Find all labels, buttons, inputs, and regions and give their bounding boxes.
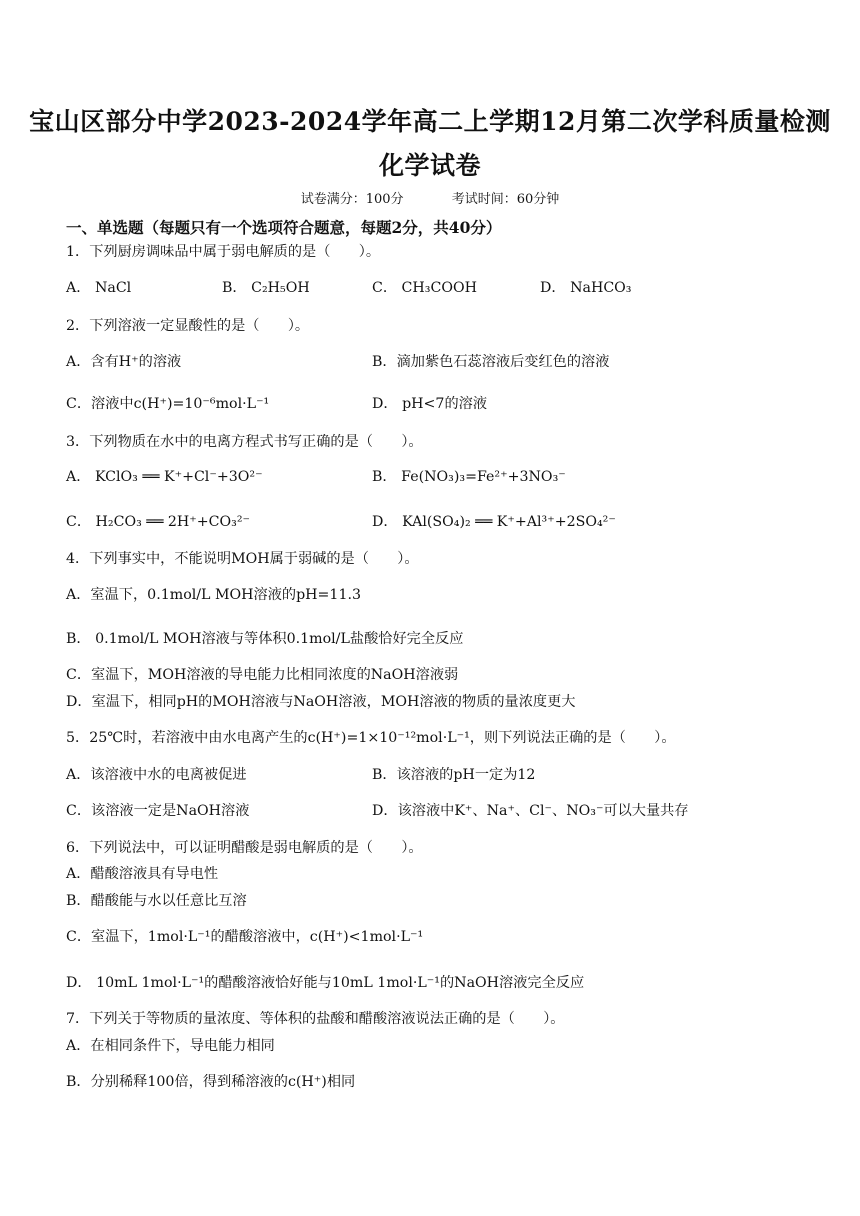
exam-title: 宝山区部分中学2023-2024学年高二上学期12月第二次学科质量检测 — [29, 107, 831, 136]
option-b: B．醋酸能与水以任意比互溶 — [66, 893, 247, 909]
exam-time: 考试时间：60分钟 — [451, 192, 560, 207]
option-d: D．室温下，相同pH的MOH溶液与NaOH溶液，MOH溶液的物质的量浓度更大 — [66, 694, 576, 710]
question-stem: 7．下列关于等物质的量浓度、等体积的盐酸和醋酸溶液说法正确的是（ ）。 — [66, 1011, 565, 1027]
option-b: B． Fe(NO₃)₃=Fe²⁺+3NO₃⁻ — [372, 469, 566, 485]
exam-info — [0, 188, 860, 207]
option-c: C．溶液中c(H⁺)=10⁻⁶mol·L⁻¹ — [66, 396, 270, 412]
option-a: A．在相同条件下，导电能力相同 — [66, 1038, 275, 1054]
option-a: A． KClO₃ ══ K⁺+Cl⁻+3O²⁻ — [66, 469, 263, 485]
section-title: 一、单选题（每题只有一个选项符合题意，每题2分，共40分） — [66, 218, 502, 237]
question-stem: 5．25℃时，若溶液中由水电离产生的c(H⁺)=1×10⁻¹²mol·L⁻¹，则下列说法正确的是（ ）。 — [66, 730, 676, 746]
question-stem: 6．下列说法中，可以证明醋酸是弱电解质的是（ ）。 — [66, 840, 423, 856]
option-d: D． pH<7的溶液 — [372, 396, 488, 412]
option-a: A．室温下，0.1mol/L MOH溶液的pH=11.3 — [66, 587, 362, 603]
option-c: C． CH₃COOH — [372, 280, 477, 296]
option-a: A．醋酸溶液具有导电性 — [66, 866, 219, 882]
option-a: A． NaCl — [66, 280, 132, 296]
option-d: D．该溶液中K⁺、Na⁺、Cl⁻、NO₃⁻可以大量共存 — [372, 803, 689, 819]
option-d: D． KAl(SO₄)₂ ══ K⁺+Al³⁺+2SO₄²⁻ — [372, 514, 616, 530]
question-stem: 3．下列物质在水中的电离方程式书写正确的是（ ）。 — [66, 434, 423, 450]
full-score: 试卷满分：100分 — [300, 192, 404, 207]
question-stem: 1．下列厨房调味品中属于弱电解质的是（ ）。 — [66, 244, 381, 260]
question-stem: 2．下列溶液一定显酸性的是（ ）。 — [66, 318, 310, 334]
option-d: D． NaHCO₃ — [540, 280, 632, 296]
option-b: B． 0.1mol/L MOH溶液与等体积0.1mol/L盐酸恰好完全反应 — [66, 631, 464, 647]
option-a: A．该溶液中水的电离被促进 — [66, 767, 247, 783]
exam-subject-title: 化学试卷 — [378, 151, 481, 180]
option-d: D． 10mL 1mol·L⁻¹的醋酸溶液恰好能与10mL 1mol·L⁻¹的NaOH溶液完全反应 — [66, 975, 585, 991]
option-c: C．该溶液一定是NaOH溶液 — [66, 803, 250, 819]
option-b: B．分别稀释100倍，得到稀溶液的c(H⁺)相同 — [66, 1074, 356, 1090]
option-c: C．室温下，1mol·L⁻¹的醋酸溶液中，c(H⁺)<1mol·L⁻¹ — [66, 929, 424, 945]
option-b: B．该溶液的pH一定为12 — [372, 767, 536, 783]
option-b: B．滴加紫色石蕊溶液后变红色的溶液 — [372, 354, 610, 370]
option-a: A．含有H⁺的溶液 — [66, 354, 182, 370]
option-c: C． H₂CO₃ ══ 2H⁺+CO₃²⁻ — [66, 514, 251, 530]
option-b: B． C₂H₅OH — [222, 280, 310, 296]
question-stem: 4．下列事实中，不能说明MOH属于弱碱的是（ ）。 — [66, 551, 419, 567]
option-c: C．室温下，MOH溶液的导电能力比相同浓度的NaOH溶液弱 — [66, 667, 459, 683]
